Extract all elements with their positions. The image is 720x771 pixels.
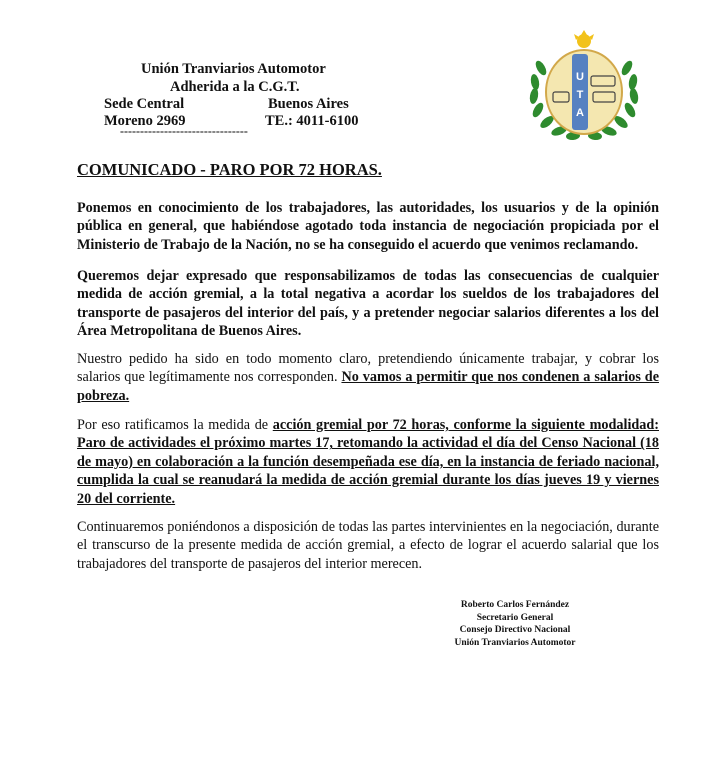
- svg-text:U: U: [576, 71, 584, 83]
- svg-text:T: T: [576, 89, 584, 101]
- paragraph-3-text: Nuestro pedido ha sido en todo momento claro, pretendiendo únicamente trabajar, y cobrar los salarios que legítimamente nos corresponden.: [77, 351, 659, 386]
- signature-org: Unión Tranviarios Automotor: [454, 637, 576, 648]
- paragraph-4-underlined: acción gremial por 72 horas, conforme la siguiente modalidad: Paro de actividades el próximo martes 17, retomando la actividad el día del Censo Nacional (18 de mayo) en colaboración a la función desempeñada ese día, en la instancia de feriado nacional, cumplida la cual se reanudará la medida de acción gremial durante los días jueves 19 y viernes 20 del corriente.: [77, 417, 659, 507]
- signature-body: Consejo Directivo Nacional: [459, 625, 571, 635]
- header-union-name: Unión Tranviarios Automotor: [141, 61, 326, 77]
- signature-block: [440, 599, 590, 649]
- svg-text:A: A: [576, 107, 584, 119]
- document-title: COMUNICADO - PARO POR 72 HORAS.: [77, 160, 382, 179]
- header-rule: --------------------------------: [120, 124, 248, 138]
- header-city: Buenos Aires: [268, 96, 349, 112]
- signature-role: Secretario General: [476, 612, 554, 623]
- paragraph-3: [77, 350, 659, 405]
- paragraph-3-underlined: No vamos a permitir que nos condenen a salarios de pobreza.: [77, 369, 659, 404]
- paragraph-5: Continuaremos poniéndonos a disposición de todas las partes intervinientes en la negociación, durante el transcurso de la presente medida de acción gremial, a efecto de lograr el acuerdo salarial que los trabajadores del transporte de pasajeros del interior merecen.: [77, 519, 659, 572]
- header-affiliation: Adherida a la C.G.T.: [170, 79, 300, 95]
- header-sede: Sede Central: [104, 96, 185, 112]
- uta-logo-icon: [527, 30, 641, 146]
- paragraph-4: [77, 416, 659, 508]
- header-phone: TE.: 4011-6100: [265, 113, 359, 129]
- signature-name: Roberto Carlos Fernández: [460, 600, 570, 610]
- paragraph-2: Queremos dejar expresado que responsabilizamos de todas las consecuencias de cualquier medida de acción gremial, a la total negativa a acordar los sueldos de los trabajadores del transporte de pasajeros del interior del país, y a pretender negociar salarios diferentes a los del Área Metropolitana de Buenos Aires.: [77, 268, 659, 340]
- header-address: Moreno 2969: [104, 113, 186, 129]
- paragraph-1: Ponemos en conocimiento de los trabajadores, las autoridades, los usuarios y de la opinión pública en general, que habiéndose agotado toda instancia de negociación propiciada por el Ministerio de Trabajo de la Nación, no se ha conseguido el acuerdo que venimos reclamando.: [77, 200, 659, 253]
- paragraph-4-text: Por eso ratificamos la medida de: [77, 417, 273, 433]
